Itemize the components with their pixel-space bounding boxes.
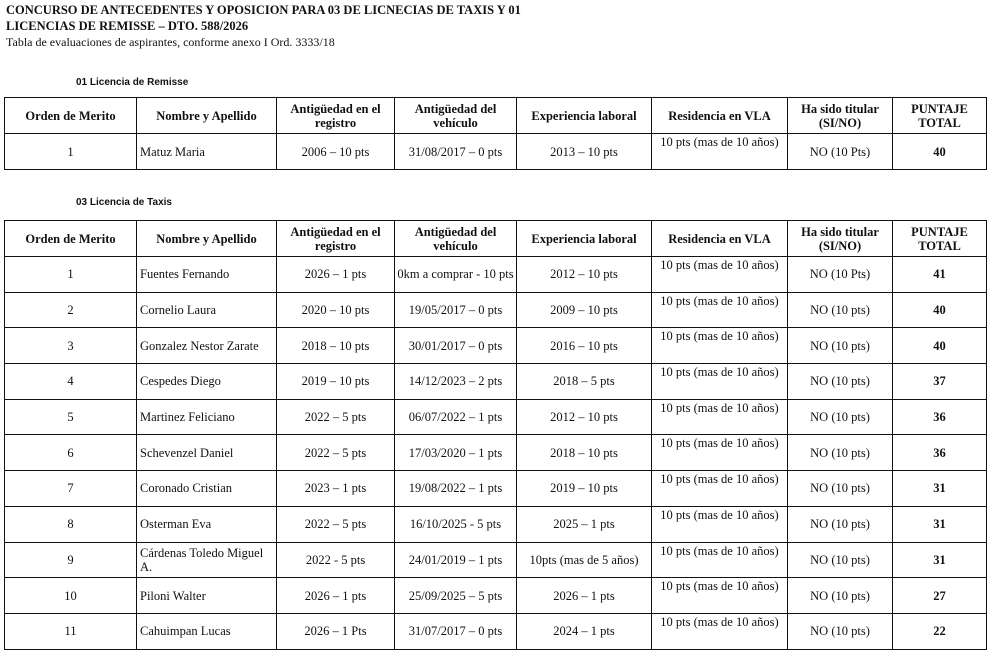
orden-cell: 3	[5, 328, 137, 364]
orden-cell: 11	[5, 613, 137, 649]
orden-de-merito-header: Orden de Merito	[5, 221, 137, 257]
residencia-cell: 10 pts (mas de 10 años)	[652, 134, 788, 170]
orden-de-merito-header: Orden de Merito	[5, 98, 137, 134]
taxis-section-label: 03 Licencia de Taxis	[76, 197, 172, 208]
orden-cell: 2	[5, 292, 137, 328]
titular-cell: NO (10 pts)	[788, 364, 893, 400]
orden-cell: 6	[5, 435, 137, 471]
table-header-row	[5, 98, 987, 134]
table-row	[5, 134, 987, 170]
orden-cell: 5	[5, 399, 137, 435]
experiencia-cell: 2013 – 10 pts	[517, 134, 652, 170]
nombre-cell: Cahuimpan Lucas	[137, 613, 277, 649]
registro-cell: 2006 – 10 pts	[277, 134, 395, 170]
registro-cell: 2022 – 5 pts	[277, 435, 395, 471]
table-row	[5, 542, 987, 578]
vehiculo-cell: 24/01/2019 – 1 pts	[395, 542, 517, 578]
nombre-cell: Matuz Maria	[137, 134, 277, 170]
ha-sido-titular-header: Ha sido titular (SI/NO)	[788, 221, 893, 257]
titular-cell: NO (10 pts)	[788, 542, 893, 578]
experiencia-cell: 10pts (mas de 5 años)	[517, 542, 652, 578]
registro-cell: 2026 – 1 pts	[277, 257, 395, 293]
document-subtitle: Tabla de evaluaciones de aspirantes, conforme anexo I Ord. 3333/18	[6, 35, 335, 49]
experiencia-cell: 2018 – 10 pts	[517, 435, 652, 471]
antiguedad-vehiculo-header: Antigüedad del vehículo	[395, 98, 517, 134]
nombre-cell: Cespedes Diego	[137, 364, 277, 400]
residencia-vla-header: Residencia en VLA	[652, 98, 788, 134]
titular-cell: NO (10 pts)	[788, 578, 893, 614]
nombre-cell: Cárdenas Toledo Miguel A.	[137, 542, 277, 578]
table-header-row	[5, 221, 987, 257]
titular-cell: NO (10 pts)	[788, 399, 893, 435]
registro-cell: 2022 – 5 pts	[277, 399, 395, 435]
table-row	[5, 328, 987, 364]
puntaje-total-cell: 40	[893, 292, 987, 328]
residencia-cell: 10 pts (mas de 10 años)	[652, 542, 788, 578]
titular-cell: NO (10 pts)	[788, 292, 893, 328]
experiencia-cell: 2009 – 10 pts	[517, 292, 652, 328]
puntaje-total-cell: 36	[893, 435, 987, 471]
taxis-table	[4, 220, 987, 650]
residencia-cell: 10 pts (mas de 10 años)	[652, 613, 788, 649]
nombre-cell: Coronado Cristian	[137, 471, 277, 507]
registro-cell: 2022 - 5 pts	[277, 542, 395, 578]
experiencia-cell: 2018 – 5 pts	[517, 364, 652, 400]
antiguedad-registro-header: Antigüedad en el registro	[277, 221, 395, 257]
ha-sido-titular-header: Ha sido titular (SI/NO)	[788, 98, 893, 134]
registro-cell: 2018 – 10 pts	[277, 328, 395, 364]
experiencia-cell: 2025 – 1 pts	[517, 506, 652, 542]
table-row	[5, 364, 987, 400]
residencia-cell: 10 pts (mas de 10 años)	[652, 292, 788, 328]
table-row	[5, 292, 987, 328]
experiencia-cell: 2026 – 1 pts	[517, 578, 652, 614]
registro-cell: 2026 – 1 pts	[277, 578, 395, 614]
orden-cell: 4	[5, 364, 137, 400]
puntaje-total-cell: 22	[893, 613, 987, 649]
table-row	[5, 506, 987, 542]
puntaje-total-cell: 31	[893, 506, 987, 542]
nombre-cell: Martinez Feliciano	[137, 399, 277, 435]
puntaje-total-cell: 41	[893, 257, 987, 293]
table-row	[5, 399, 987, 435]
titular-cell: NO (10 pts)	[788, 506, 893, 542]
vehiculo-cell: 16/10/2025 - 5 pts	[395, 506, 517, 542]
nombre-cell: Piloni Walter	[137, 578, 277, 614]
orden-cell: 1	[5, 134, 137, 170]
table-row	[5, 613, 987, 649]
vehiculo-cell: 0km a comprar - 10 pts	[395, 257, 517, 293]
puntaje-total-cell: 31	[893, 542, 987, 578]
nombre-cell: Gonzalez Nestor Zarate	[137, 328, 277, 364]
residencia-cell: 10 pts (mas de 10 años)	[652, 257, 788, 293]
orden-cell: 7	[5, 471, 137, 507]
vehiculo-cell: 30/01/2017 – 0 pts	[395, 328, 517, 364]
titular-cell: NO (10 Pts)	[788, 134, 893, 170]
titular-cell: NO (10 pts)	[788, 328, 893, 364]
registro-cell: 2022 – 5 pts	[277, 506, 395, 542]
experiencia-cell: 2012 – 10 pts	[517, 399, 652, 435]
registro-cell: 2020 – 10 pts	[277, 292, 395, 328]
residencia-cell: 10 pts (mas de 10 años)	[652, 578, 788, 614]
table-row	[5, 435, 987, 471]
experiencia-laboral-header: Experiencia laboral	[517, 221, 652, 257]
residencia-cell: 10 pts (mas de 10 años)	[652, 364, 788, 400]
registro-cell: 2023 – 1 pts	[277, 471, 395, 507]
residencia-cell: 10 pts (mas de 10 años)	[652, 399, 788, 435]
vehiculo-cell: 06/07/2022 – 1 pts	[395, 399, 517, 435]
nombre-cell: Cornelio Laura	[137, 292, 277, 328]
puntaje-total-cell: 27	[893, 578, 987, 614]
vehiculo-cell: 19/08/2022 – 1 pts	[395, 471, 517, 507]
vehiculo-cell: 31/07/2017 – 0 pts	[395, 613, 517, 649]
nombre-cell: Osterman Eva	[137, 506, 277, 542]
experiencia-cell: 2024 – 1 pts	[517, 613, 652, 649]
vehiculo-cell: 19/05/2017 – 0 pts	[395, 292, 517, 328]
puntaje-total-header: PUNTAJE TOTAL	[893, 98, 987, 134]
titular-cell: NO (10 pts)	[788, 613, 893, 649]
table-row	[5, 257, 987, 293]
puntaje-total-cell: 31	[893, 471, 987, 507]
orden-cell: 8	[5, 506, 137, 542]
document-title-line-2: LICENCIAS DE REMISSE – DTO. 588/2026	[6, 19, 249, 33]
titular-cell: NO (10 Pts)	[788, 257, 893, 293]
orden-cell: 1	[5, 257, 137, 293]
orden-cell: 9	[5, 542, 137, 578]
titular-cell: NO (10 pts)	[788, 471, 893, 507]
vehiculo-cell: 14/12/2023 – 2 pts	[395, 364, 517, 400]
experiencia-laboral-header: Experiencia laboral	[517, 98, 652, 134]
residencia-cell: 10 pts (mas de 10 años)	[652, 471, 788, 507]
remisse-table	[4, 97, 987, 170]
nombre-cell: Schevenzel Daniel	[137, 435, 277, 471]
table-row	[5, 471, 987, 507]
remisse-section-label: 01 Licencia de Remisse	[76, 77, 189, 88]
registro-cell: 2019 – 10 pts	[277, 364, 395, 400]
table-row	[5, 578, 987, 614]
puntaje-total-header: PUNTAJE TOTAL	[893, 221, 987, 257]
vehiculo-cell: 17/03/2020 – 1 pts	[395, 435, 517, 471]
residencia-cell: 10 pts (mas de 10 años)	[652, 435, 788, 471]
orden-cell: 10	[5, 578, 137, 614]
document-title-line-1: CONCURSO DE ANTECEDENTES Y OPOSICION PARA 03 DE LICNECIAS DE TAXIS Y 01	[6, 3, 521, 17]
nombre-y-apellido-header: Nombre y Apellido	[137, 221, 277, 257]
puntaje-total-cell: 37	[893, 364, 987, 400]
titular-cell: NO (10 pts)	[788, 435, 893, 471]
antiguedad-registro-header: Antigüedad en el registro	[277, 98, 395, 134]
antiguedad-vehiculo-header: Antigüedad del vehículo	[395, 221, 517, 257]
puntaje-total-cell: 40	[893, 134, 987, 170]
puntaje-total-cell: 36	[893, 399, 987, 435]
vehiculo-cell: 31/08/2017 – 0 pts	[395, 134, 517, 170]
vehiculo-cell: 25/09/2025 – 5 pts	[395, 578, 517, 614]
puntaje-total-cell: 40	[893, 328, 987, 364]
experiencia-cell: 2016 – 10 pts	[517, 328, 652, 364]
nombre-cell: Fuentes Fernando	[137, 257, 277, 293]
residencia-vla-header: Residencia en VLA	[652, 221, 788, 257]
residencia-cell: 10 pts (mas de 10 años)	[652, 506, 788, 542]
experiencia-cell: 2019 – 10 pts	[517, 471, 652, 507]
nombre-y-apellido-header: Nombre y Apellido	[137, 98, 277, 134]
registro-cell: 2026 – 1 Pts	[277, 613, 395, 649]
residencia-cell: 10 pts (mas de 10 años)	[652, 328, 788, 364]
experiencia-cell: 2012 – 10 pts	[517, 257, 652, 293]
